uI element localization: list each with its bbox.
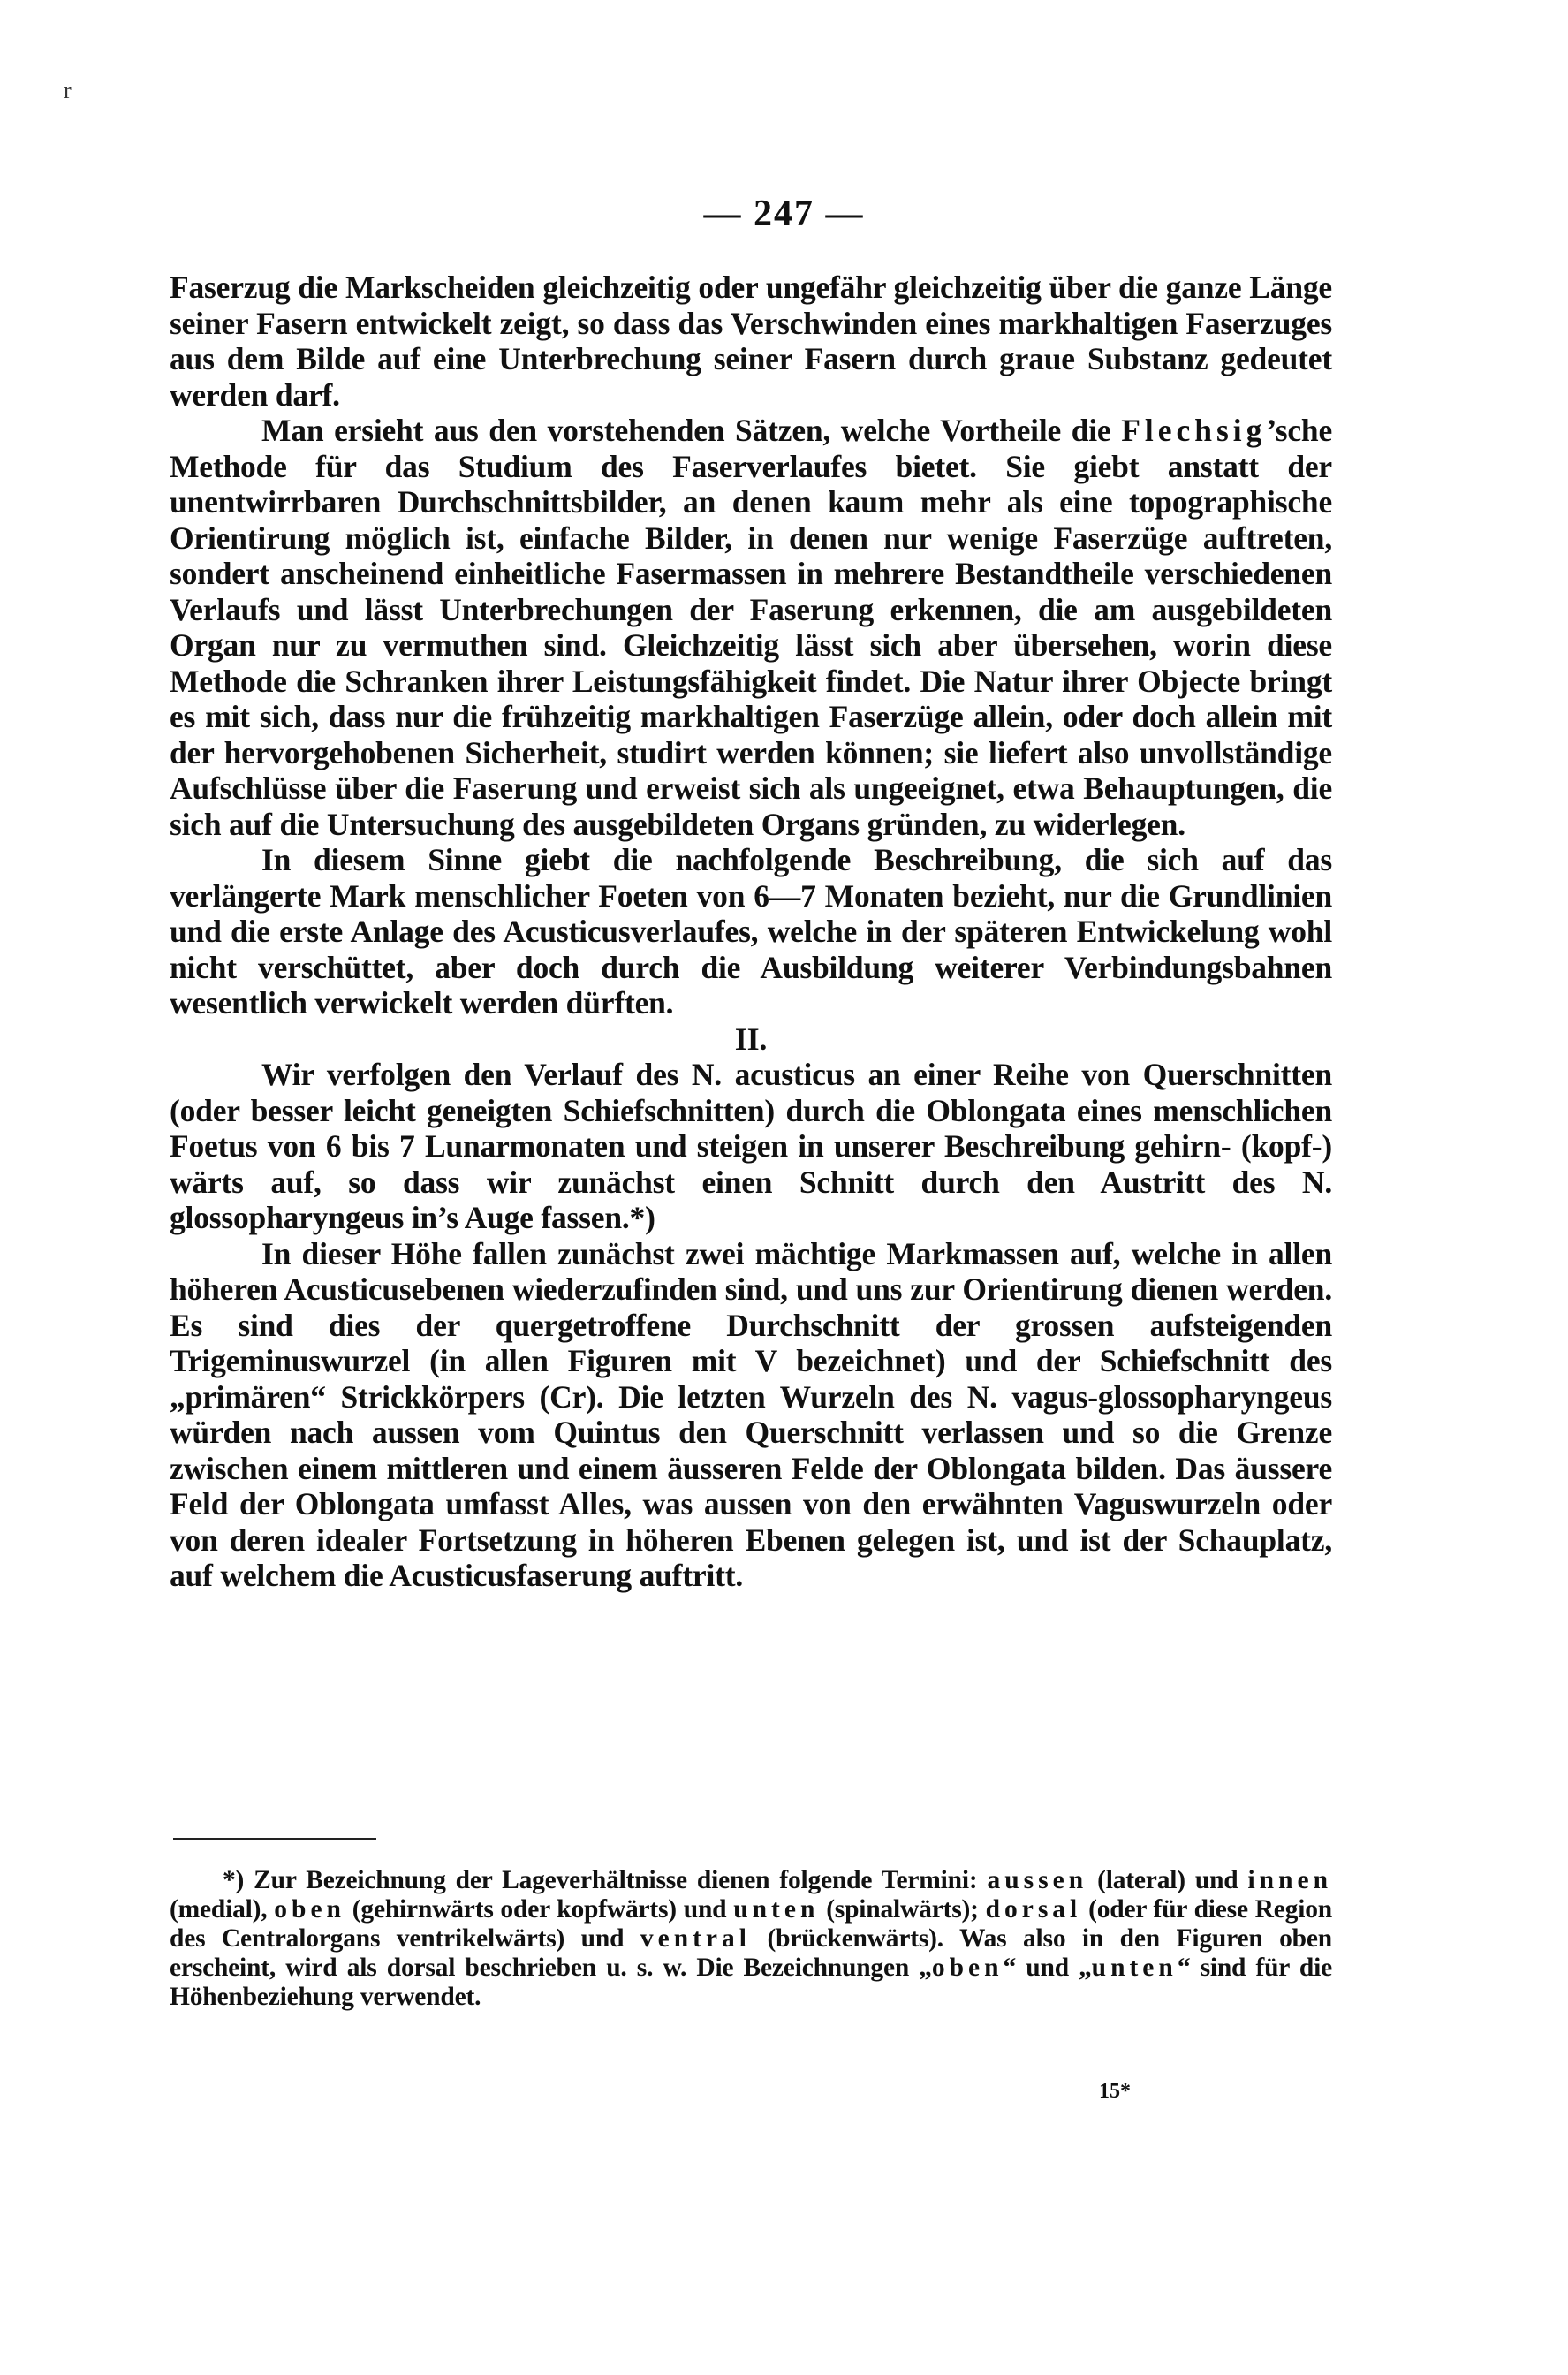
paragraph-text: Man ersieht aus den vorstehenden Sätzen, welche Vortheile die <box>261 413 1122 448</box>
paragraph: In diesem Sinne giebt die nachfolgende Beschreibung, die sich auf das verlängerte Mark menschlicher Foeten von 6—7 Monaten bezieht, nur die Grundlinien und die erste Anlage des Acusticusverlaufes, welche in der späteren Entwickelung wohl nicht verschüttet, aber doch durch die Ausbildung weiterer Verbindungsbahnen wesentlich verwickelt werden dürften. <box>170 842 1332 1021</box>
footnote-term: oben <box>931 1954 1004 1982</box>
main-text <box>170 269 1332 1594</box>
signature-mark: 15* <box>1099 2080 1131 2103</box>
page-number: — 247 — <box>703 193 865 234</box>
footnote-term: aussen <box>987 1866 1088 1894</box>
section-heading: II. <box>734 1021 768 1057</box>
footnote-term: unten <box>733 1895 820 1924</box>
footnote-segment: (spinalwärts); <box>819 1895 986 1924</box>
corner-mark: r <box>64 78 72 103</box>
paragraph <box>170 413 1332 842</box>
footnote-segment: (oder für diese Region des Centralorgans ventrikelwärts) und <box>170 1895 1332 1953</box>
footnote-segment: (lateral) und <box>1087 1866 1248 1894</box>
footnote-segment: “ sind für die Höhenbeziehung verwendet. <box>170 1954 1332 2011</box>
footnote-term: innen <box>1247 1866 1332 1894</box>
footnote-term: oben <box>274 1895 345 1924</box>
footnote-term: ventral <box>640 1924 751 1953</box>
footnote-term: unten <box>1091 1954 1178 1982</box>
paragraph: Faserzug die Markscheiden gleichzeitig oder ungefähr gleichzeitig über die ganze Länge seiner Fasern entwickelt zeigt, so dass das Verschwinden eines markhaltigen Faserzuges aus dem Bilde auf eine Unterbrechung seiner Fasern durch graue Substanz gedeutet werden darf. <box>170 269 1332 413</box>
footnote-divider <box>173 1838 376 1840</box>
paragraph: In dieser Höhe fallen zunächst zwei mächtige Markmassen auf, welche in allen höheren Acusticusebenen wiederzufinden sind, und uns zur Orientirung dienen werden. Es sind dies der quergetroffene Durchschnitt der grossen aufsteigenden Trigeminuswurzel (in allen Figuren mit V bezeichnet) und der Schiefschnitt des „primären“ Strickkörpers (Cr). Die letzten Wurzeln des N. vagus-glossopharyngeus würden nach aussen vom Quintus den Querschnitt verlassen und so die Grenze zwischen einem mittleren und einem äusseren Felde der Oblongata bilden. Das äussere Feld der Oblongata umfasst Alles, was aussen von den erwähnten Vaguswurzeln oder von deren idealer Fortsetzung in höheren Ebenen gelegen ist, und ist der Schauplatz, auf welchem die Acusticusfaserung auftritt. <box>170 1235 1332 1593</box>
footnote-segment: “ und „ <box>1003 1954 1092 1982</box>
footnote-term: dorsal <box>985 1895 1082 1924</box>
footnote-segment: *) Zur Bezeichnung der Lageverhältnisse dienen folgende Termini: <box>223 1866 988 1894</box>
footnote-segment: (gehirnwärts oder kopfwärts) und <box>345 1895 734 1924</box>
footnote-segment: (brückenwärts). Was also in den Figuren oben erscheint, wird als dorsal beschrieben u. s. w. Die Bezeichnungen „ <box>170 1924 1332 1982</box>
paragraph-text: ’sche Methode für das Studium des Faserverlaufes bietet. Sie giebt anstatt der unentwirrbaren Durchschnittsbilder, an denen kaum mehr als eine topographische Orientirung möglich ist, einfache Bilder, in denen nur wenige Faserzüge auftreten, sondert anscheinend einheitliche Fasermassen in mehrere Bestandtheile verschiedenen Verlaufs und lässt Unterbrechungen der Faserung erkennen, die am ausgebildeten Organ nur zu vermuthen sind. Gleichzeitig lässt sich aber übersehen, worin diese Methode die Schranken ihrer Leistungsfähigkeit findet. Die Natur ihrer Objecte bringt es mit sich, dass nur die frühzeitig markhaltigen Faserzüge allein, oder doch allein mit der hervorgehobenen Sicherheit, studirt werden können; sie liefert also unvollständige Aufschlüsse über die Faserung und erweist sich als ungeeignet, etwa Behauptungen, die sich auf die Untersuchung des ausgebildeten Organs gründen, zu widerlegen. <box>170 413 1332 842</box>
spaced-name: Flechsig <box>1121 413 1267 448</box>
paragraph: Wir verfolgen den Verlauf des N. acusticus an einer Reihe von Querschnitten (oder besser leicht geneigten Schiefschnitten) durch die Oblongata eines menschlichen Foetus von 6 bis 7 Lunarmonaten und steigen in unserer Beschreibung gehirn- (kopf-) wärts auf, so dass wir zunächst einen Schnitt durch den Austritt des N. glossopharyngeus in’s Auge fassen.*) <box>170 1057 1332 1235</box>
footnote-segment: (medial), <box>170 1895 275 1924</box>
footnote-text <box>170 1866 1332 2012</box>
footnote <box>170 1866 1332 2012</box>
